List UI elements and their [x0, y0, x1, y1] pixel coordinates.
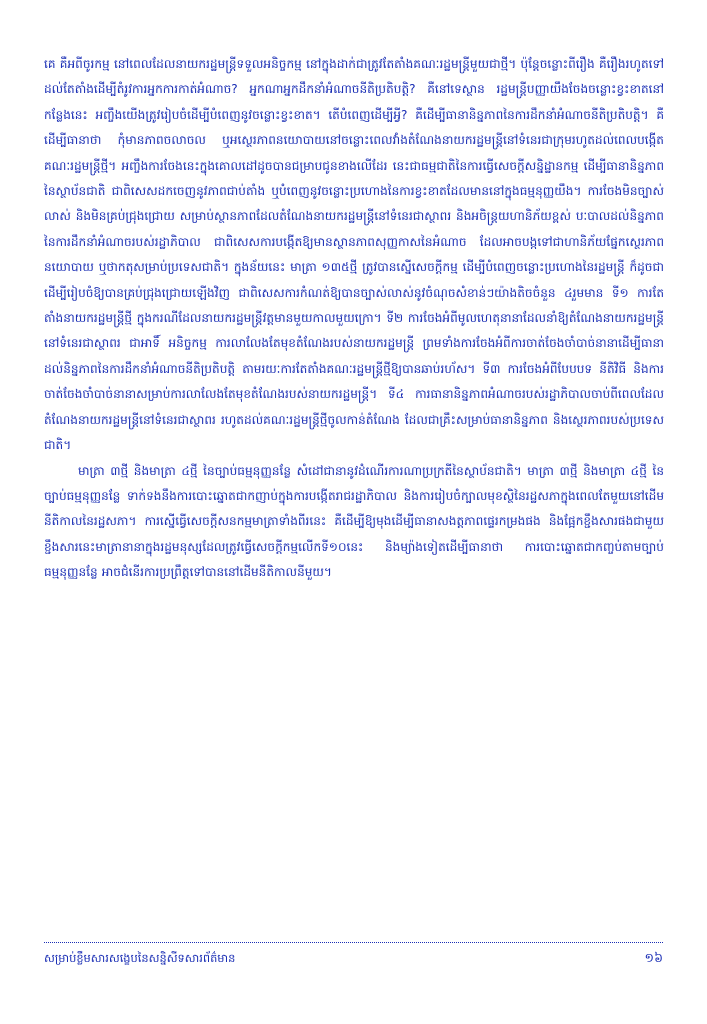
footer-row — [44, 948, 663, 968]
body-paragraph-2: មាត្រា ៣ថ្មី និងមាត្រា ៤ថ្មី នៃច្បាប់ធម្មនុញ្ញនន្លែ សំដៅជានានូវដំណើរការណាប្រក្រតីនៃស្ថាប័នជាតិ។ មាត្រា ៣ថ្មី និងមាត្រា ៤ថ្មី នៃច្បាប់ធម្មនុញ្ញនន្លែ ទាក់ទងនឹងការបោះឆ្នោតជាកញាប់ក្នុងការបង្កើតរាជរដ្ឋាភិបាល និងការរៀបចំក្បាលមុខសិ្ថនៃរដ្ឋសភាក្នុងពេលតែមួយនៅដើមនីតិកាលនៃរដ្ឋសភា។ ការស្នើធ្វើសេចក្តីសនកម្មមាត្រាទាំងពីរនេះ គឺដើម្បីឱ្យមុងដើម្បីធានាសងត្តភាពផ្ទេរកម្រងផង និងផ្អែកខ្ជឹងសារផងជាមួយខ្ជឹងសារនេះមាត្រានានាក្នុងរដ្ឋមនុស្សដែលត្រូវធ្វើសេចក្តីកម្មលើកទី១០នេះ និងម្យ៉ាងទៀតដើម្បីធានាថា ការបោះឆ្នោតជាកញ្ចប់តាមច្បាប់ធម្មនុញ្ញនន្លែ អាចជំនើរការប្រព្រឹត្តទៅបាននៅដើមនីតិកាលនីមួយ។ — [44, 463, 664, 580]
footer-divider — [44, 942, 663, 943]
page-body — [44, 52, 664, 586]
footer-caption: សម្រាប់ខ្លឹមសារសង្ខេបនៃសន្និសីទសារព័ត៌មាន — [44, 951, 236, 965]
body-paragraph-1: គេ គឺអពីចូរកម្ម នៅពេលដែលនាយករដ្ឋមន្ត្រីទទួលអនិច្ចកម្ម នៅក្នុងដាក់ជាត្រូវតែតាំងគណៈរដ្ឋមន្ត្រីមួយជាថ្មី។ ប៉ុន្តែចន្លោះពីរឿង គឺរឿងរហូតទៅដល់តែតាំងដើម្បីតំរូវការអ្នកការកាត់អំណាច? អ្នកណាអ្នកដឹកនាំអំណាចនីតិប្រតិបត្តិ? គឺនៅទេស្ថាន រដ្ឋមន្ត្រីបញ្ញាយឹងចែងចន្លោះខ្វះខាតនៅកន្លែងនេះ អញ្ចឹងយើងត្រូវរៀបចំដើម្បីបំពេញនូវចន្លោះខ្វះខាត។ តើបំពេញដើម្បីអ្វី? គឺដើម្បីធានានិន្នភាពនៃការដឹកនាំអំណាចនីតិប្រតិបត្តិ។ គឺដើម្បីធានាថា កុំមានភាពចលាចល ឬអស្ថេរភាពនយោបាយនៅចន្លោះពេលវាំងតំណែងនាយករដ្ឋមន្ត្រីនៅទំនេរជាក្រុមរហូតដល់ពេលបង្កើតគណៈរដ្ឋមន្ត្រីថ្មី។ អញ្ចឹងការចែងនេះក្នុងគោលដៅដូចបានជម្រាបជូនខាងលើដែរ នេះជាធម្មជាតិនៃការធ្វើសេចក្តីសន្និដ្ឋានកម្ម ដើម្បីធានានិន្នភាពនៃស្ថាប័នជាតិ ជាពិសេសដកចេញនូវភាពជាប់តាំង ឬបំពេញនូវចន្លោះប្រហោងនៃការខ្វះខាតដែលមាននៅក្នុងធម្មនុញ្ញយឹង។ ការចែងមិនច្បាស់លាស់ និងមិនគ្រប់ជ្រុងជ្រោយ សម្រាប់ស្ថានភាពដែលតំណែងនាយករដ្ឋមន្ត្រីនៅទំនេរជាស្ថាពរ និងអចិន្ត្រយហានិភ័យខ្ពស់ បៈបាលដល់និន្នភាពនៃការដឹកនាំអំណាចរបស់រដ្ឋាភិបាល ជាពិសេសការបង្កើតឱ្យមានស្ថានភាពសុញ្ញកាសនៃអំណាច ដែលអាចបង្កទៅជាហានិភ័យផ្នែកស្ថេរភាពនយោបាយ ឬថាកតុសម្រាប់ប្រទេសជាតិ។ ក្នុងន័យនេះ មាត្រា ១៣៥ថ្មី ត្រូវបានស្នើសេចក្តីកម្ម ដើម្បីបំពេញចន្លោះប្រហោងនៃរដ្ឋមន្ត្រី ក៏ដូចជា ដើម្បីរៀបចំឱ្យបានគ្រប់ជ្រុងជ្រោយឡើងវិញ ជាពិសេសការកំណត់ឱ្យបានច្បាស់លាស់នូវចំណុចសំខាន់ៗយ៉ាងតិចចំនួន ៤រួមមាន ទី១ ការតែតាំងនាយករដ្ឋមន្ត្រីថ្មី ក្នុងករណីដែលនាយករដ្ឋមន្ត្រីវត្តមានមួយកាលមួយក្រោ។ ទី២ ការចែងអំពីមូលហេតុនានាដែលនាំឱ្យតំណែងនាយករដ្ឋមន្ត្រីនៅទំនេរជាស្ថាពរ ជាអាទិ៍ អនិច្ចកម្ម ការលាលែងតែមុខតំណែងរបស់នាយករដ្ឋមន្ត្រី ព្រមទាំងការចែងអំពីការចាត់ចែងចាំបាច់នានាដើម្បីធានាដល់និន្នភាពនៃការដឹកនាំអំណាចនីតិប្រតិបត្តិ តាមរយៈការតែតាំងគណៈរដ្ឋមន្ត្រីថ្មីឱ្យបានឆាប់រហ័ស។ ទី៣ ការចែងអំពីបែបបទ នីតិវិធី និងការចាត់ចែងចាំបាច់នានាសម្រាប់ការលាលែងតែមុខតំណែងរបស់នាយករដ្ឋមន្ត្រី។ ទី៤ ការធានានិន្នភាពអំណាចរបស់រដ្ឋាភិបាលចាប់ពីពេលដែលតំណែងនាយករដ្ឋមន្ត្រីនៅទំនេរជាស្ថាពរ រហូតដល់គណៈរដ្ឋមន្ត្រីថ្មីចូលកាន់តំណែង ដែលជាគ្រឹះសម្រាប់ធានានិន្នភាព និងស្ថេរភាពរបស់ប្រទេសជាតិ។ — [44, 57, 664, 453]
page-number: ១៦ — [644, 950, 663, 965]
page-footer — [44, 942, 663, 976]
